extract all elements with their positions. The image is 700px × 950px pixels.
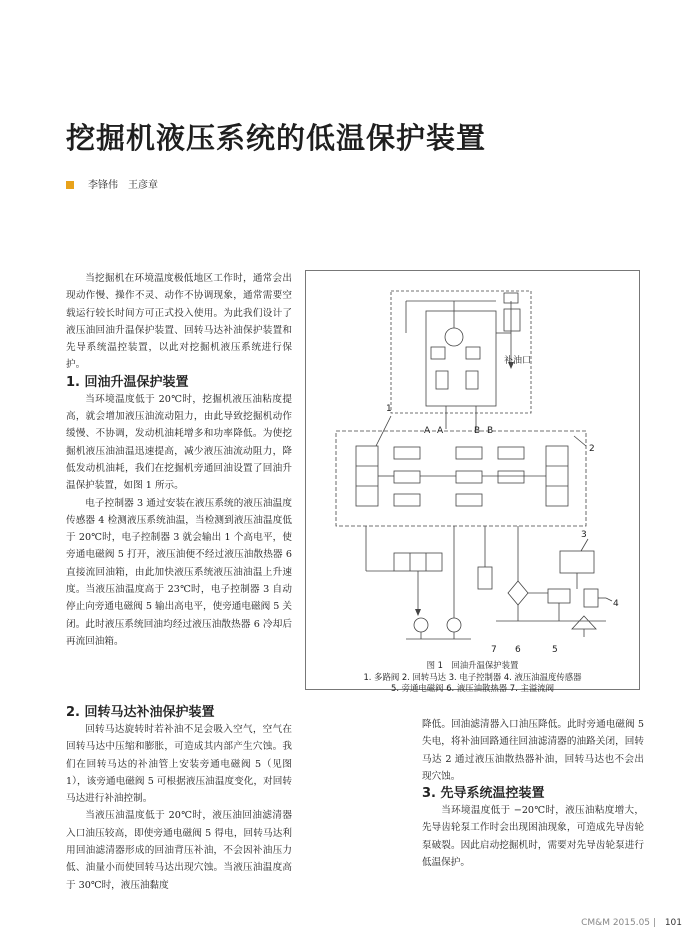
page-number: 101 [664,918,682,928]
label-a2: A [437,426,444,436]
hydraulic-schematic [306,271,641,661]
label-7: 7 [491,645,497,655]
label-a1: A [424,426,431,436]
pump-symbol [414,618,428,632]
authors-line [66,176,158,191]
section-3-heading: 3. 先导系统温控装置 [422,786,545,802]
left-column [66,270,292,650]
hydraulic-diagram [305,270,640,690]
left-column-lower [66,704,292,894]
label-3: 3 [581,530,587,540]
label-6: 6 [515,645,521,655]
footer-divider: | [650,918,659,928]
figure-caption [305,660,640,695]
section-2-heading: 2. 回转马达补油保护装置 [66,705,215,720]
label-1: 1 [386,404,392,414]
motor-housing [426,311,496,406]
multi-way-valve [336,431,586,526]
pump-symbol [447,618,461,632]
section-1-paragraph-2: 电子控制器 3 通过安装在液压系统的液压油温度传感器 4 检测液压系统油温，当检测到液压油温度低于 20℃时，电子控制器 3 就会输出 1 个高电平，使旁通电磁阀 5 打开，液压油便不经过液压油散热器 6 直接流回油箱，由此加快液压系统液压油油温上升速度。当液压油温度高于 23℃时，电子控制器 3 自动停止向旁通电磁阀 5 输出高电平，使旁通电磁阀 5 关闭。此时液压系统回油均经过液压油散热器 6 冷却后再流回油箱。 [66,497,292,647]
caption-line-2: 5. 旁通电磁阀 6. 液压油散热器 7. 主溢流阀 [391,683,554,693]
label-2: 2 [589,444,595,454]
section-3-paragraph-1: 当环境温度低于 −20℃时，液压油粘度增大，先导齿轮泵工作时会出现困油现象，可造成先导齿轮泵破裂。因此启动挖掘机时，需要对先导齿轮泵进行低温保护。 [422,805,644,869]
label-4: 4 [613,599,619,609]
section-1-paragraph-1: 当环境温度低于 20℃时，挖掘机液压油粘度提高，就会增加液压油流动阻力，由此导致挖掘机动作缓慢、不协调，发动机油耗增多和功率降低。为使挖掘机液压油油温迅速提高，减少液压油流动阻力，降低发动机油耗，我们在挖掘机旁通回油设置了回油升温保护装置，如图 1 所示。 [66,393,292,492]
section-1-heading: 1. 回油升温保护装置 [66,374,189,390]
electronic-controller [560,551,594,573]
section-2-paragraph-2: 当液压油温度低于 20℃时，液压油回油滤清器入口油压较高，即使旁通电磁阀 5 得电，回转马达利用回油滤清器形成的回油背压补油，不会因补油压力低、油量小而使回转马达出现穴蚀。当液压油温度高于 30℃时，液压油黏度 [66,810,292,891]
label-5: 5 [552,645,558,655]
label-b1: B [474,426,481,436]
journal-info: CM&M 2015.05 [581,918,651,928]
oil-cooler-symbol [508,581,528,605]
refill-port-label: 补油口 [504,356,532,366]
page-footer [581,918,682,928]
article-title: 挖掘机液压系统的低温保护装置 [66,121,487,155]
swing-motor-symbol [445,328,463,346]
authors: 李锋伟 王彦章 [88,180,158,191]
section-2-continuation: 降低。回油滤清器入口油压降低。此时旁通电磁阀 5 失电，将补油回路通往回油滤清器的油路关闭，回转马达 2 通过液压油散热器补油，回转马达也不会出现穴蚀。 [422,719,644,782]
right-column [422,716,644,871]
intro-paragraph: 当挖掘机在环境温度极低地区工作时，通常会出现动作慢、操作不灵、动作不协调现象，通常需要空载运行较长时间方可正式投入使用。为此我们设计了液压油回油升温保护装置、回转马达补油保护装置和先导系统温控装置，以此对挖掘机液压系统进行保护。 [66,273,292,371]
caption-title: 图 1 回油升温保护装置 [426,660,519,670]
label-b2: B [487,426,494,436]
section-2-paragraph-1: 回转马达旋转时若补油不足会吸入空气，空气在回转马达中压缩和膨胀，可造成其内部产生穴蚀。我们在回转马达的补油管上安装旁通电磁阀 5（见图 1），该旁通电磁阀 5 可根据液压油温度变化，对回转马达进行补油控制。 [66,724,292,805]
accent-square [66,181,74,189]
caption-line-1: 1. 多路阀 2. 回转马达 3. 电子控制器 4. 液压油温度传感器 [363,671,582,682]
